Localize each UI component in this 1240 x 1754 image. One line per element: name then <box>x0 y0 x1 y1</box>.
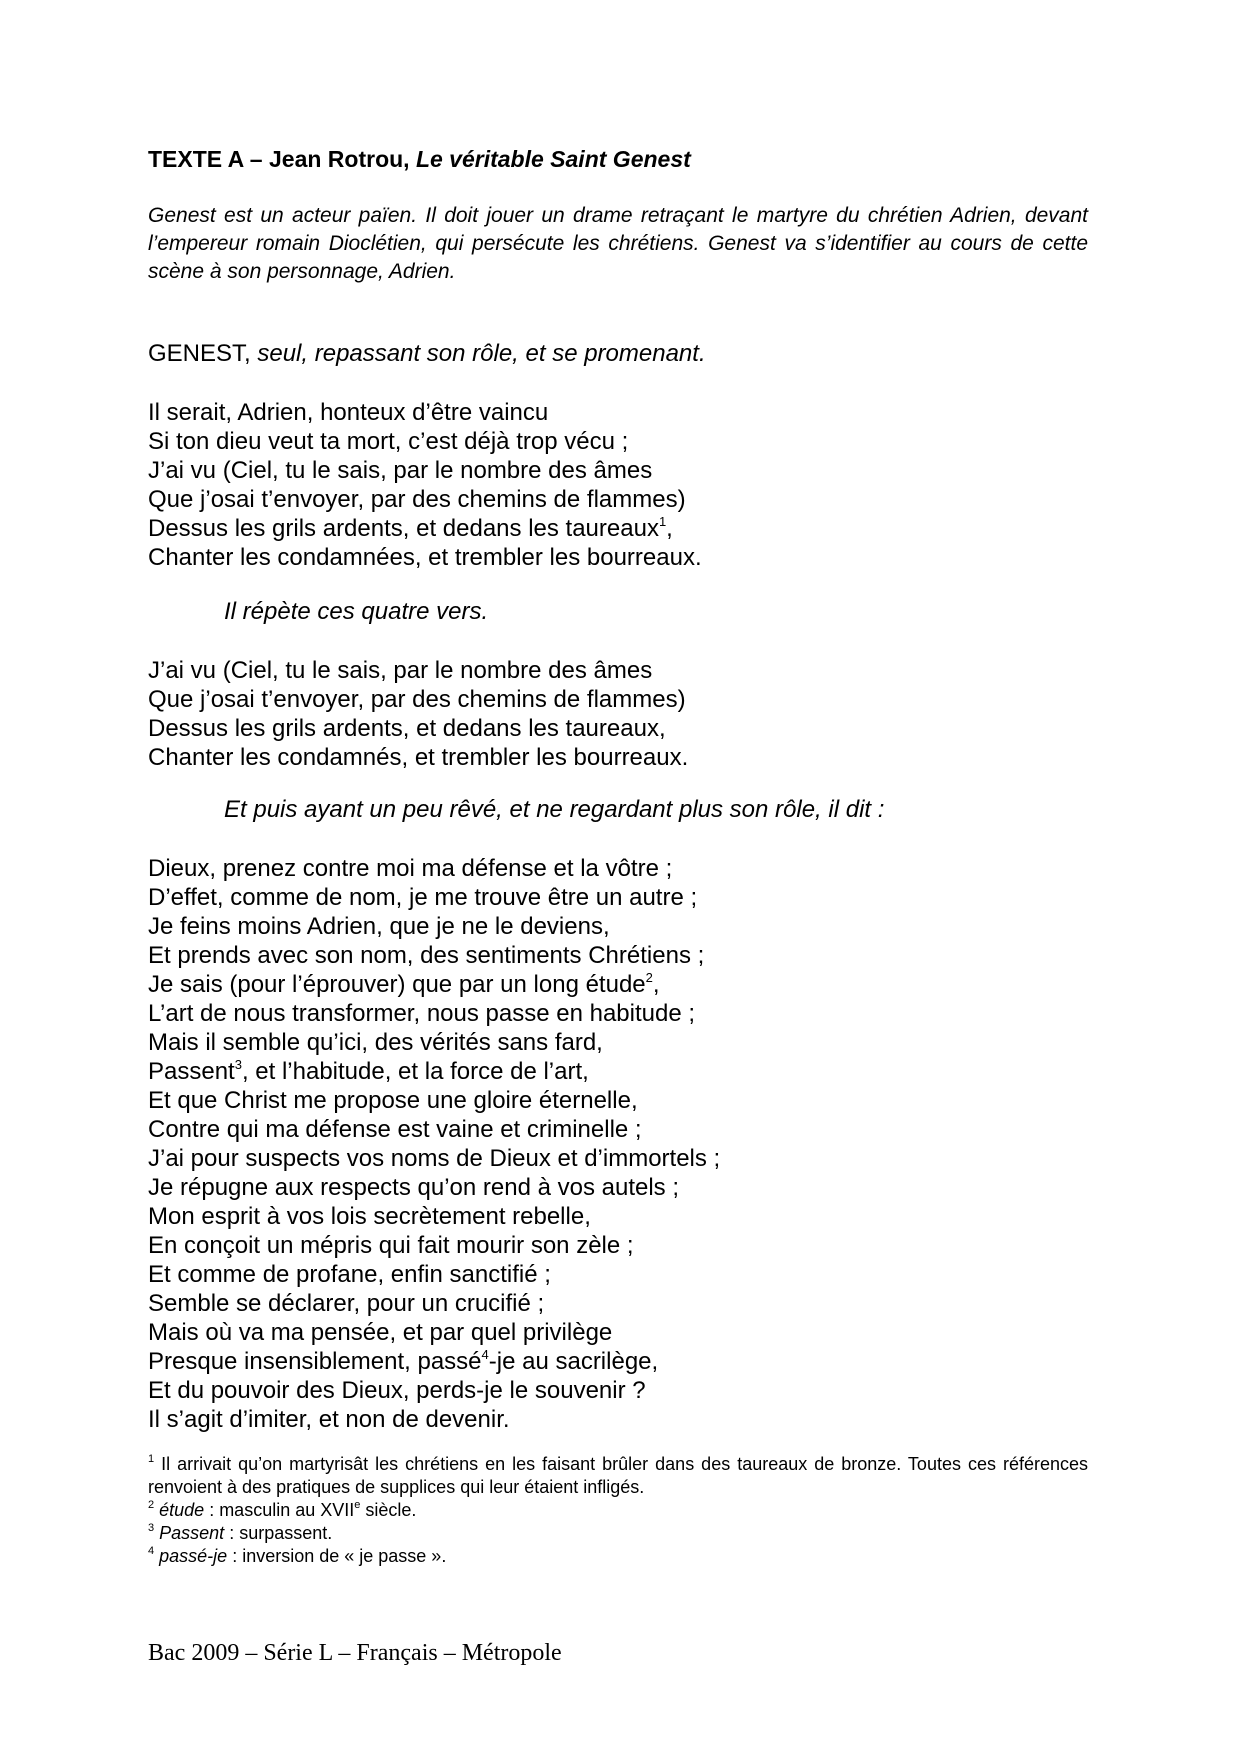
verse-line: Mais il semble qu’ici, des vérités sans fard, <box>148 1029 603 1056</box>
footnote-number: 1 <box>148 1453 155 1465</box>
verse-text-tail: , <box>666 515 673 542</box>
verse-line: Si ton dieu veut ta mort, c’est déjà trop vécu ; <box>148 428 629 455</box>
speaker-name: GENEST, <box>148 340 258 367</box>
verse-line: Que j’osai t’envoyer, par des chemins de flammes) <box>148 486 686 513</box>
verse-line: Semble se déclarer, pour un crucifié ; <box>148 1290 545 1317</box>
verse-line: J’ai vu (Ciel, tu le sais, par le nombre des âmes <box>148 657 653 684</box>
verse-text-tail: , <box>652 971 660 998</box>
verse-line <box>148 1057 720 1086</box>
footnote-4 <box>148 1545 1088 1568</box>
footnote-2 <box>148 1499 1088 1522</box>
verse-line: Il serait, Adrien, honteux d’être vaincu <box>148 399 549 426</box>
footnote-superscript: e <box>354 1499 361 1511</box>
verse-line: Que j’osai t’envoyer, par des chemins de flammes) <box>148 686 686 713</box>
footnote-text: : inversion de « je passe ». <box>227 1546 447 1566</box>
footnote-1 <box>148 1453 1088 1499</box>
verse-line: Je répugne aux respects qu’on rend à vos autels ; <box>148 1174 679 1201</box>
footnote-3 <box>148 1522 1088 1545</box>
verse-line: Dieux, prenez contre moi ma défense et la vôtre ; <box>148 855 673 882</box>
verse-line <box>148 514 702 543</box>
footnote-number: 2 <box>148 1499 155 1511</box>
footnote-term: passé-je <box>159 1546 228 1566</box>
verse-block-1 <box>148 398 702 572</box>
stage-direction-repeat: Il répète ces quatre vers. <box>224 598 489 625</box>
verse-line: Je feins moins Adrien, que je ne le deviens, <box>148 913 610 940</box>
verse-text-tail: -je au sacrilège, <box>488 1348 659 1375</box>
footnote-text-tail: siècle. <box>360 1500 417 1520</box>
verse-line <box>148 970 720 999</box>
verse-line: Dessus les grils ardents, et dedans les taureaux, <box>148 715 666 742</box>
verse-line: Mon esprit à vos lois secrètement rebelle, <box>148 1203 591 1230</box>
verse-line: En conçoit un mépris qui fait mourir son zèle ; <box>148 1232 634 1259</box>
verse-text-tail: , et l’habitude, et la force de l’art, <box>241 1058 589 1085</box>
verse-line: J’ai vu (Ciel, tu le sais, par le nombre des âmes <box>148 457 653 484</box>
footnote-text: : masculin au XVII <box>204 1500 355 1520</box>
verse-line: Chanter les condamnés, et trembler les bourreaux. <box>148 744 689 771</box>
verse-line: Et que Christ me propose une gloire éternelle, <box>148 1087 638 1114</box>
footnote-term: Passent <box>159 1523 225 1543</box>
verse-line: J’ai pour suspects vos noms de Dieux et d’immortels ; <box>148 1145 721 1172</box>
footnote-ref: 2 <box>645 970 653 985</box>
footnote-text: : surpassent. <box>224 1523 333 1543</box>
verse-line: L’art de nous transformer, nous passe en habitude ; <box>148 1000 696 1027</box>
footnote-number: 4 <box>148 1545 155 1557</box>
footnote-ref: 4 <box>481 1347 489 1362</box>
title-prefix: TEXTE A – Jean Rotrou, <box>148 146 416 172</box>
title-work: Le véritable Saint Genest <box>415 146 691 172</box>
footnote-term: étude <box>159 1500 205 1520</box>
verse-line: Et comme de profane, enfin sanctifié ; <box>148 1261 551 1288</box>
stage-direction-opening: seul, repassant son rôle, et se promenant. <box>257 340 706 367</box>
verse-text: Presque insensiblement, passé <box>148 1348 482 1375</box>
verse-text: Dessus les grils ardents, et dedans les taureaux <box>148 515 659 542</box>
verse-block-3 <box>148 854 720 1434</box>
verse-text: Passent <box>148 1058 235 1085</box>
page-footer: Bac 2009 – Série L – Français – Métropole <box>148 1640 562 1666</box>
verse-line: Chanter les condamnées, et trembler les bourreaux. <box>148 544 702 571</box>
footnote-ref: 3 <box>234 1057 242 1072</box>
verse-block-2 <box>148 656 688 772</box>
intro-paragraph: Genest est un acteur païen. Il doit jouer un drame retraçant le martyre du chrétien Adrien, devant l’empereur romain Dioclétien, qui persécute les chrétiens. Genest va s’identifier au cours de cette scène à son personnage, Adrien. <box>148 204 1088 283</box>
footnote-text: Il arrivait qu’on martyrisât les chrétiens en les faisant brûler dans des taureaux de bronze. Toutes ces références renvoient à des pratiques de supplices qui leur étaient infligés. <box>148 1454 1088 1497</box>
verse-line <box>148 1347 720 1376</box>
footnote-ref: 1 <box>658 514 667 529</box>
footnotes <box>148 1453 1088 1568</box>
stage-heading <box>148 340 706 368</box>
verse-text: Je sais (pour l’éprouver) que par un long étude <box>148 971 646 998</box>
stage-direction-dream: Et puis ayant un peu rêvé, et ne regardant plus son rôle, il dit : <box>224 796 885 823</box>
text-title <box>148 146 691 173</box>
verse-line: Et du pouvoir des Dieux, perds-je le souvenir ? <box>148 1377 646 1404</box>
footnote-number: 3 <box>148 1522 155 1534</box>
verse-line: Mais où va ma pensée, et par quel privilège <box>148 1319 613 1346</box>
verse-line: Il s’agit d’imiter, et non de devenir. <box>148 1406 510 1433</box>
verse-line: Et prends avec son nom, des sentiments Chrétiens ; <box>148 942 705 969</box>
verse-line: Contre qui ma défense est vaine et criminelle ; <box>148 1116 642 1143</box>
verse-line: D’effet, comme de nom, je me trouve être un autre ; <box>148 884 698 911</box>
